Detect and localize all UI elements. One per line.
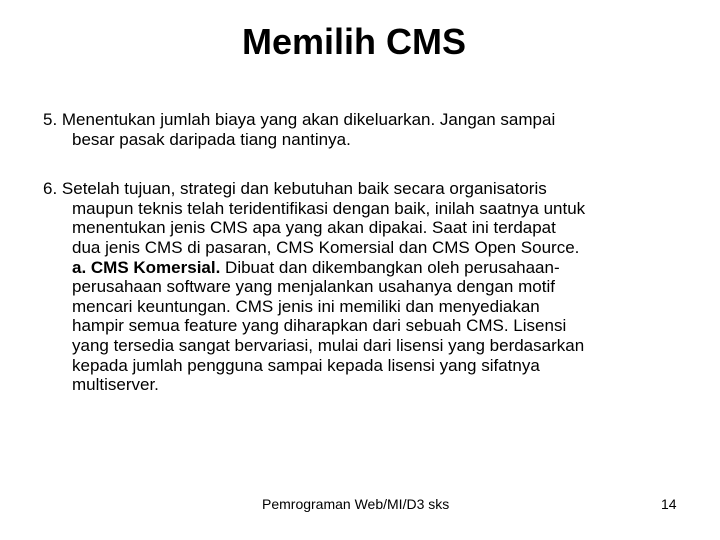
sub-item-a-line-5: yang tersedia sangat bervariasi, mulai dari lisensi yang berdasarkan bbox=[72, 335, 585, 355]
footer-course-label: Pemrograman Web/MI/D3 sks bbox=[262, 496, 450, 512]
sub-item-a-line-7: multiserver. bbox=[72, 375, 159, 395]
sub-item-a-line-1 bbox=[43, 258, 693, 278]
slide-body bbox=[43, 110, 693, 395]
list-item-6 bbox=[43, 179, 693, 395]
item-6-line-1: 6. Setelah tujuan, strategi dan kebutuhan baik secara organisatoris bbox=[43, 179, 547, 199]
list-item-5 bbox=[43, 110, 693, 149]
item-5-line-1: 5. Menentukan jumlah biaya yang akan dikeluarkan. Jangan sampai bbox=[43, 110, 556, 129]
item-5-line-2: besar pasak daripada tiang nantinya. bbox=[72, 129, 351, 149]
sub-item-a-line-4: hampir semua feature yang diharapkan dari sebuah CMS. Lisensi bbox=[72, 316, 567, 336]
sub-item-a-line-2: perusahaan software yang menjalankan usahanya dengan motif bbox=[72, 277, 555, 297]
sub-item-a-line-6: kepada jumlah pengguna sampai kepada lisensi yang sifatnya bbox=[72, 355, 540, 375]
item-6-line-2: maupun teknis telah teridentifikasi dengan baik, inilah saatnya untuk bbox=[72, 198, 586, 218]
item-6-line-3: menentukan jenis CMS apa yang akan dipakai. Saat ini terdapat bbox=[72, 218, 556, 238]
sub-item-a-label: a. CMS Komersial. bbox=[72, 257, 221, 277]
slide-title: Memilih CMS bbox=[241, 21, 466, 62]
sub-item-a-line-3: mencari keuntungan. CMS jenis ini memiliki dan menyediakan bbox=[72, 296, 540, 316]
footer-page-number: 14 bbox=[661, 496, 677, 512]
sub-item-a-line-1-text: Dibuat dan dikembangkan oleh perusahaan- bbox=[220, 257, 560, 277]
item-6-line-4: dua jenis CMS di pasaran, CMS Komersial dan CMS Open Source. bbox=[72, 237, 580, 257]
